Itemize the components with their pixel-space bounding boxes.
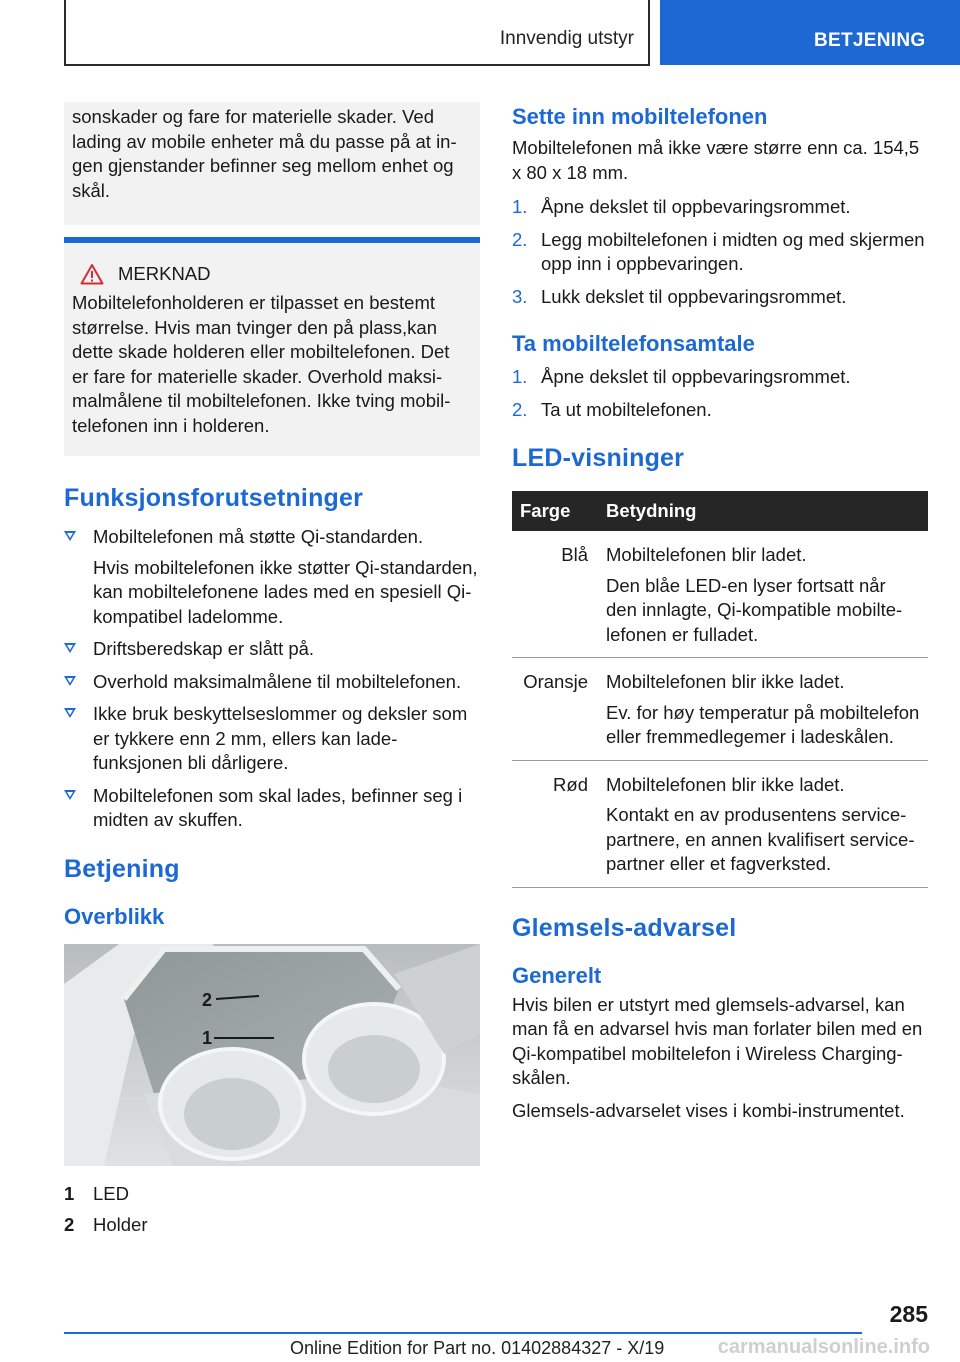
wireless-charging-tray-image: [64, 944, 480, 1166]
triangle-bullet-icon: [64, 708, 76, 718]
list-item: [512, 195, 928, 220]
footer-edition: Online Edition for Part no. 01402884327 - X/19: [290, 1338, 665, 1358]
callout-2: 2: [202, 989, 213, 1010]
meaning-sub: Den blåe LED-en lyser fortsatt når den innlagte, Qi-kompatible mobiltelefonen er fulladet.: [606, 574, 903, 645]
table-row: [512, 760, 928, 887]
list-item: [64, 525, 480, 629]
footer-rule: [64, 1332, 862, 1334]
step-number: 2.: [512, 398, 528, 420]
list-item: [512, 228, 928, 277]
meaning-sub: Kontakt en av produsentens servicepartnere, en annen kvalifisert servicepartner eller et fagverksted.: [606, 804, 915, 874]
table-row: [512, 658, 928, 761]
prereq-list: [64, 525, 480, 833]
legend-label: LED: [93, 1182, 129, 1204]
prereq-heading: Funksjonsforutsetninger: [64, 484, 364, 512]
step-number: 1.: [512, 366, 528, 387]
triangle-bullet-icon: [64, 531, 76, 541]
general-heading: Generelt: [512, 962, 602, 988]
list-item: [64, 670, 480, 695]
tray-illustration: [64, 944, 480, 1166]
list-item: [512, 285, 928, 310]
table-cell-color: Oransje: [512, 658, 598, 761]
header-left-border: [64, 0, 66, 65]
insert-text: Mobiltelefonen må ikke være større enn ca. 154,5 x 80 x 18 mm.: [512, 137, 920, 183]
triangle-bullet-icon: [64, 790, 76, 800]
step-number: 2.: [512, 228, 528, 250]
table-cell-color: Blå: [512, 531, 598, 658]
list-item: [64, 637, 480, 662]
meaning-main: Mobiltelefonen blir ikke ladet.: [606, 671, 845, 692]
list-item: [512, 398, 928, 423]
header-section-title: Innvendig utstyr: [499, 28, 634, 49]
legend-label: Holder: [93, 1213, 148, 1235]
list-item-text: Mobiltelefonen må støtte Qi-standarden.: [93, 526, 424, 547]
overview-heading: Overblikk: [64, 903, 165, 929]
take-call-heading: Ta mobiltelefonsamtale: [512, 331, 755, 356]
note-header: [72, 263, 470, 285]
meaning-main: Mobiltelefonen blir ladet.: [606, 544, 807, 565]
insert-steps: [512, 195, 928, 309]
list-item-text: Mobiltelefonen som skal lades, befinner seg i midten av skuffen.: [93, 784, 463, 830]
table-row: [512, 531, 928, 658]
legend-row: [64, 1178, 480, 1209]
table-header-row: [512, 491, 928, 531]
meaning-sub: Ev. for høy temperatur på mobiltelefon eller fremmedlegemer i ladeskålen.: [606, 701, 920, 747]
general-text-2: Glemsels-advarselet vises i kombi-instrumentet.: [512, 1099, 905, 1121]
table-cell-color: Rød: [512, 760, 598, 887]
general-text-1: Hvis bilen er utstyrt med glemsels-advarsel, kan man få en advarsel hvis man forlater bilen med en Qi-kompatibel mobiltelefon i Wireless Charging-skålen.: [512, 993, 923, 1088]
list-item-text: Overhold maksimalmålene til mobiltelefonen.: [93, 670, 462, 692]
warning-triangle-icon: [80, 263, 104, 285]
table-cell-meaning: [598, 658, 928, 761]
led-heading: LED-visninger: [512, 444, 685, 472]
list-item-text: Ikke bruk beskyttelseslommer og deksler som er tykkere enn 2 mm, ellers kan ladefunksjonen bli dårligere.: [93, 703, 468, 773]
right-column: [512, 102, 928, 1123]
note-text: Mobiltelefonholderen er tilpasset en bestemt størrelse. Hvis man tvinger den på plass,kan dette skade holderen eller mobiltelefonen. Det er fare for materielle skader. Overhold maksimalmålene til mobiltelefonen. Ikke tving mobiltelefonen inn i holderen.: [72, 292, 451, 436]
meaning-main: Mobiltelefonen blir ikke ladet.: [606, 773, 845, 795]
operation-heading: Betjening: [64, 854, 180, 883]
legend-number: 1: [64, 1182, 75, 1204]
step-text: Åpne dekslet til oppbevaringsrommet.: [541, 366, 851, 387]
list-item: [64, 702, 480, 776]
step-text: Ta ut mobiltelefonen.: [541, 398, 712, 420]
image-legend: [64, 1178, 480, 1240]
led-table: [512, 491, 928, 888]
left-column: [64, 102, 480, 1240]
list-item-subtext: Hvis mobiltelefonen ikke støtter Qi-standarden, kan mobiltelefonene lades med en spesiell Qi-kompatibel ladelomme.: [93, 556, 478, 627]
intro-box: [64, 102, 480, 225]
step-text: Lukk dekslet til oppbevaringsrommet.: [541, 285, 847, 307]
step-number: 3.: [512, 285, 528, 307]
triangle-bullet-icon: [64, 643, 76, 653]
table-cell-meaning: [598, 760, 928, 887]
intro-text: sonskader og fare for materielle skader. Ved lading av mobile enheter må du passe på at ingen gjenstander befinner seg mellom enhet og skål.: [72, 106, 457, 201]
footer-watermark: carmanualsonline.info: [717, 1336, 930, 1358]
legend-number: 2: [64, 1213, 75, 1235]
step-text: Åpne dekslet til oppbevaringsrommet.: [541, 196, 851, 217]
page-number: 285: [889, 1301, 928, 1327]
step-number: 1.: [512, 196, 528, 217]
note-title: MERKNAD: [118, 263, 211, 284]
reminder-heading: Glemsels-advarsel: [512, 913, 737, 942]
table-cell-meaning: [598, 531, 928, 658]
header-divider: [648, 0, 650, 65]
triangle-bullet-icon: [64, 676, 76, 686]
step-text: Legg mobiltelefonen i midten og med skjermen opp inn i oppbevaringen.: [541, 228, 925, 274]
legend-row: [64, 1209, 480, 1240]
table-header-color: Farge: [512, 491, 598, 531]
header-chapter-tab[interactable]: [660, 0, 960, 65]
take-call-steps: [512, 365, 928, 422]
list-item: [64, 784, 480, 833]
callout-1: 1: [202, 1027, 213, 1048]
header-rule: [64, 64, 650, 66]
table-header-meaning: Betydning: [598, 491, 928, 531]
note-box: [64, 237, 480, 456]
list-item: [512, 365, 928, 390]
insert-heading: Sette inn mobiltelefonen: [512, 104, 768, 129]
chapter-label: BETJENING: [814, 30, 926, 51]
list-item-text: Driftsberedskap er slått på.: [93, 638, 315, 659]
